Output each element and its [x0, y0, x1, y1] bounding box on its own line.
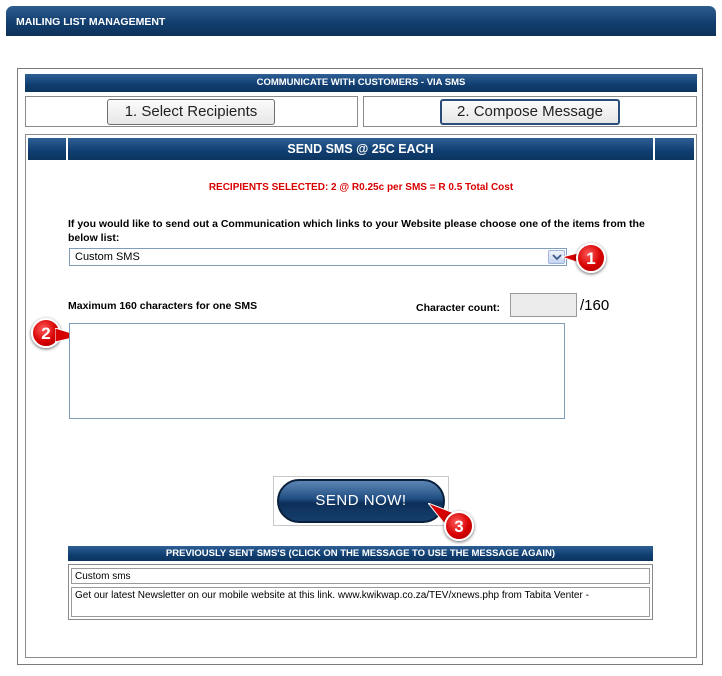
marker-2-badge: 2	[31, 318, 61, 348]
communicate-bar: COMMUNICATE WITH CUSTOMERS - VIA SMS	[25, 74, 697, 92]
previous-sms-item[interactable]: Custom sms	[71, 568, 650, 584]
max-characters-label: Maximum 160 characters for one SMS	[68, 300, 258, 312]
character-count-field	[510, 293, 577, 317]
compose-message-button[interactable]: 2. Compose Message	[440, 99, 620, 125]
character-count-label: Character count:	[416, 302, 501, 314]
sms-template-selected: Custom SMS	[75, 251, 140, 263]
send-now-button[interactable]: SEND NOW!	[277, 479, 445, 523]
previous-sms-bar: PREVIOUSLY SENT SMS'S (CLICK ON THE MESSAGE TO USE THE MESSAGE AGAIN)	[68, 546, 653, 561]
marker-1-badge: 1	[576, 243, 606, 273]
select-recipients-button[interactable]: 1. Select Recipients	[107, 99, 275, 125]
character-count-max: /160	[580, 297, 610, 314]
previous-sms-item[interactable]: Get our latest Newsletter on our mobile website at this link. www.kwikwap.co.za/TEV/xnews.php from Tabita Venter -	[71, 587, 650, 617]
sms-message-textarea[interactable]	[69, 323, 565, 419]
sms-template-select[interactable]	[69, 248, 567, 266]
recipients-summary: RECIPIENTS SELECTED: 2 @ R0.25c per SMS = R 0.5 Total Cost	[208, 182, 514, 193]
marker-3-badge: 3	[444, 511, 474, 541]
page-header	[6, 6, 716, 36]
sms-bar-right-cap	[655, 138, 694, 160]
sms-bar-left-cap	[28, 138, 66, 160]
intro-text: If you would like to send out a Communication which links to your Website please choose one of the items from the below list:	[68, 218, 645, 244]
sms-bar-title: SEND SMS @ 25C EACH	[68, 138, 653, 160]
page-title: MAILING LIST MANAGEMENT	[16, 16, 166, 28]
